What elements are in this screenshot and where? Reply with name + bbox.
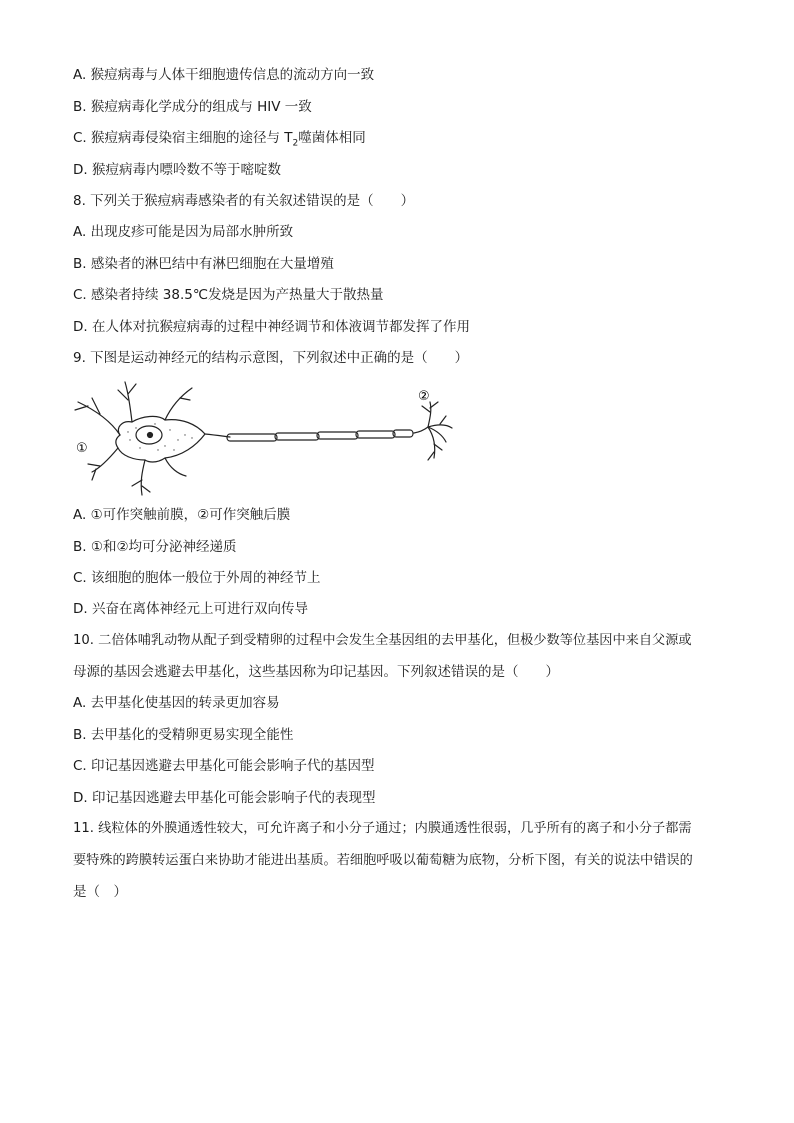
q7-option-c-text: C. 猴痘病毒侵染宿主细胞的途径与 T bbox=[73, 130, 293, 146]
q10-stem-line-1: 10. 二倍体哺乳动物从配子到受精卵的过程中会发生全基因组的去甲基化，但极少数等位基因中来自父源或 bbox=[73, 633, 692, 648]
q9-option-d: D. 兴奋在离体神经元上可进行双向传导 bbox=[73, 601, 308, 617]
q9-option-a: A. ①可作突触前膜，②可作突触后膜 bbox=[73, 507, 291, 523]
q8-option-d: D. 在人体对抗猴痘病毒的过程中神经调节和体液调节都发挥了作用 bbox=[73, 319, 470, 335]
neuron-diagram bbox=[70, 380, 460, 498]
q11-stem-line-3: 是（ ） bbox=[73, 884, 127, 900]
q10-stem-line-2: 母源的基因会逃避去甲基化，这些基因称为印记基因。下列叙述错误的是（ ） bbox=[73, 664, 559, 680]
q10-option-c: C. 印记基因逃避去甲基化可能会影响子代的基因型 bbox=[73, 758, 375, 774]
q9-option-b: B. ①和②均可分泌神经递质 bbox=[73, 539, 237, 555]
q9-option-c: C. 该细胞的胞体一般位于外周的神经节上 bbox=[73, 570, 321, 586]
q11-stem-line-2: 要特殊的跨膜转运蛋白来协助才能进出基质。若细胞呼吸以葡萄糖为底物，分析下图，有关的说法中错误的 bbox=[73, 853, 693, 868]
q9-stem: 9. 下图是运动神经元的结构示意图，下列叙述中正确的是（ ） bbox=[73, 350, 469, 366]
q7-option-c-subscript: 2 bbox=[292, 138, 299, 149]
q10-option-d: D. 印记基因逃避去甲基化可能会影响子代的表现型 bbox=[73, 790, 376, 806]
q8-option-a: A. 出现皮疹可能是因为局部水肿所致 bbox=[73, 224, 294, 240]
q7-option-b: B. 猴痘病毒化学成分的组成与 HIV 一致 bbox=[73, 99, 312, 115]
q8-option-c: C. 感染者持续 38.5℃发烧是因为产热量大于散热量 bbox=[73, 287, 384, 303]
q7-option-d: D. 猴痘病毒内嘌呤数不等于嘧啶数 bbox=[73, 162, 281, 178]
neuron-figure bbox=[70, 380, 460, 498]
q7-option-a: A. 猴痘病毒与人体干细胞遗传信息的流动方向一致 bbox=[73, 67, 375, 83]
q10-option-a: A. 去甲基化使基因的转录更加容易 bbox=[73, 695, 280, 711]
q10-option-b: B. 去甲基化的受精卵更易实现全能性 bbox=[73, 727, 294, 743]
q11-stem-line-1: 11. 线粒体的外膜通透性较大，可允许离子和小分子通过；内膜通透性很弱，几乎所有的离子和小分子都需 bbox=[73, 821, 692, 836]
neuron-label-1: ① bbox=[76, 441, 88, 456]
q7-option-c-text-end: 噬菌体相同 bbox=[298, 130, 366, 146]
q8-option-b: B. 感染者的淋巴结中有淋巴细胞在大量增殖 bbox=[73, 256, 334, 272]
neuron-label-2: ② bbox=[418, 389, 430, 404]
q8-stem: 8. 下列关于猴痘病毒感染者的有关叙述错误的是（ ） bbox=[73, 193, 415, 209]
q7-option-c bbox=[73, 129, 366, 153]
